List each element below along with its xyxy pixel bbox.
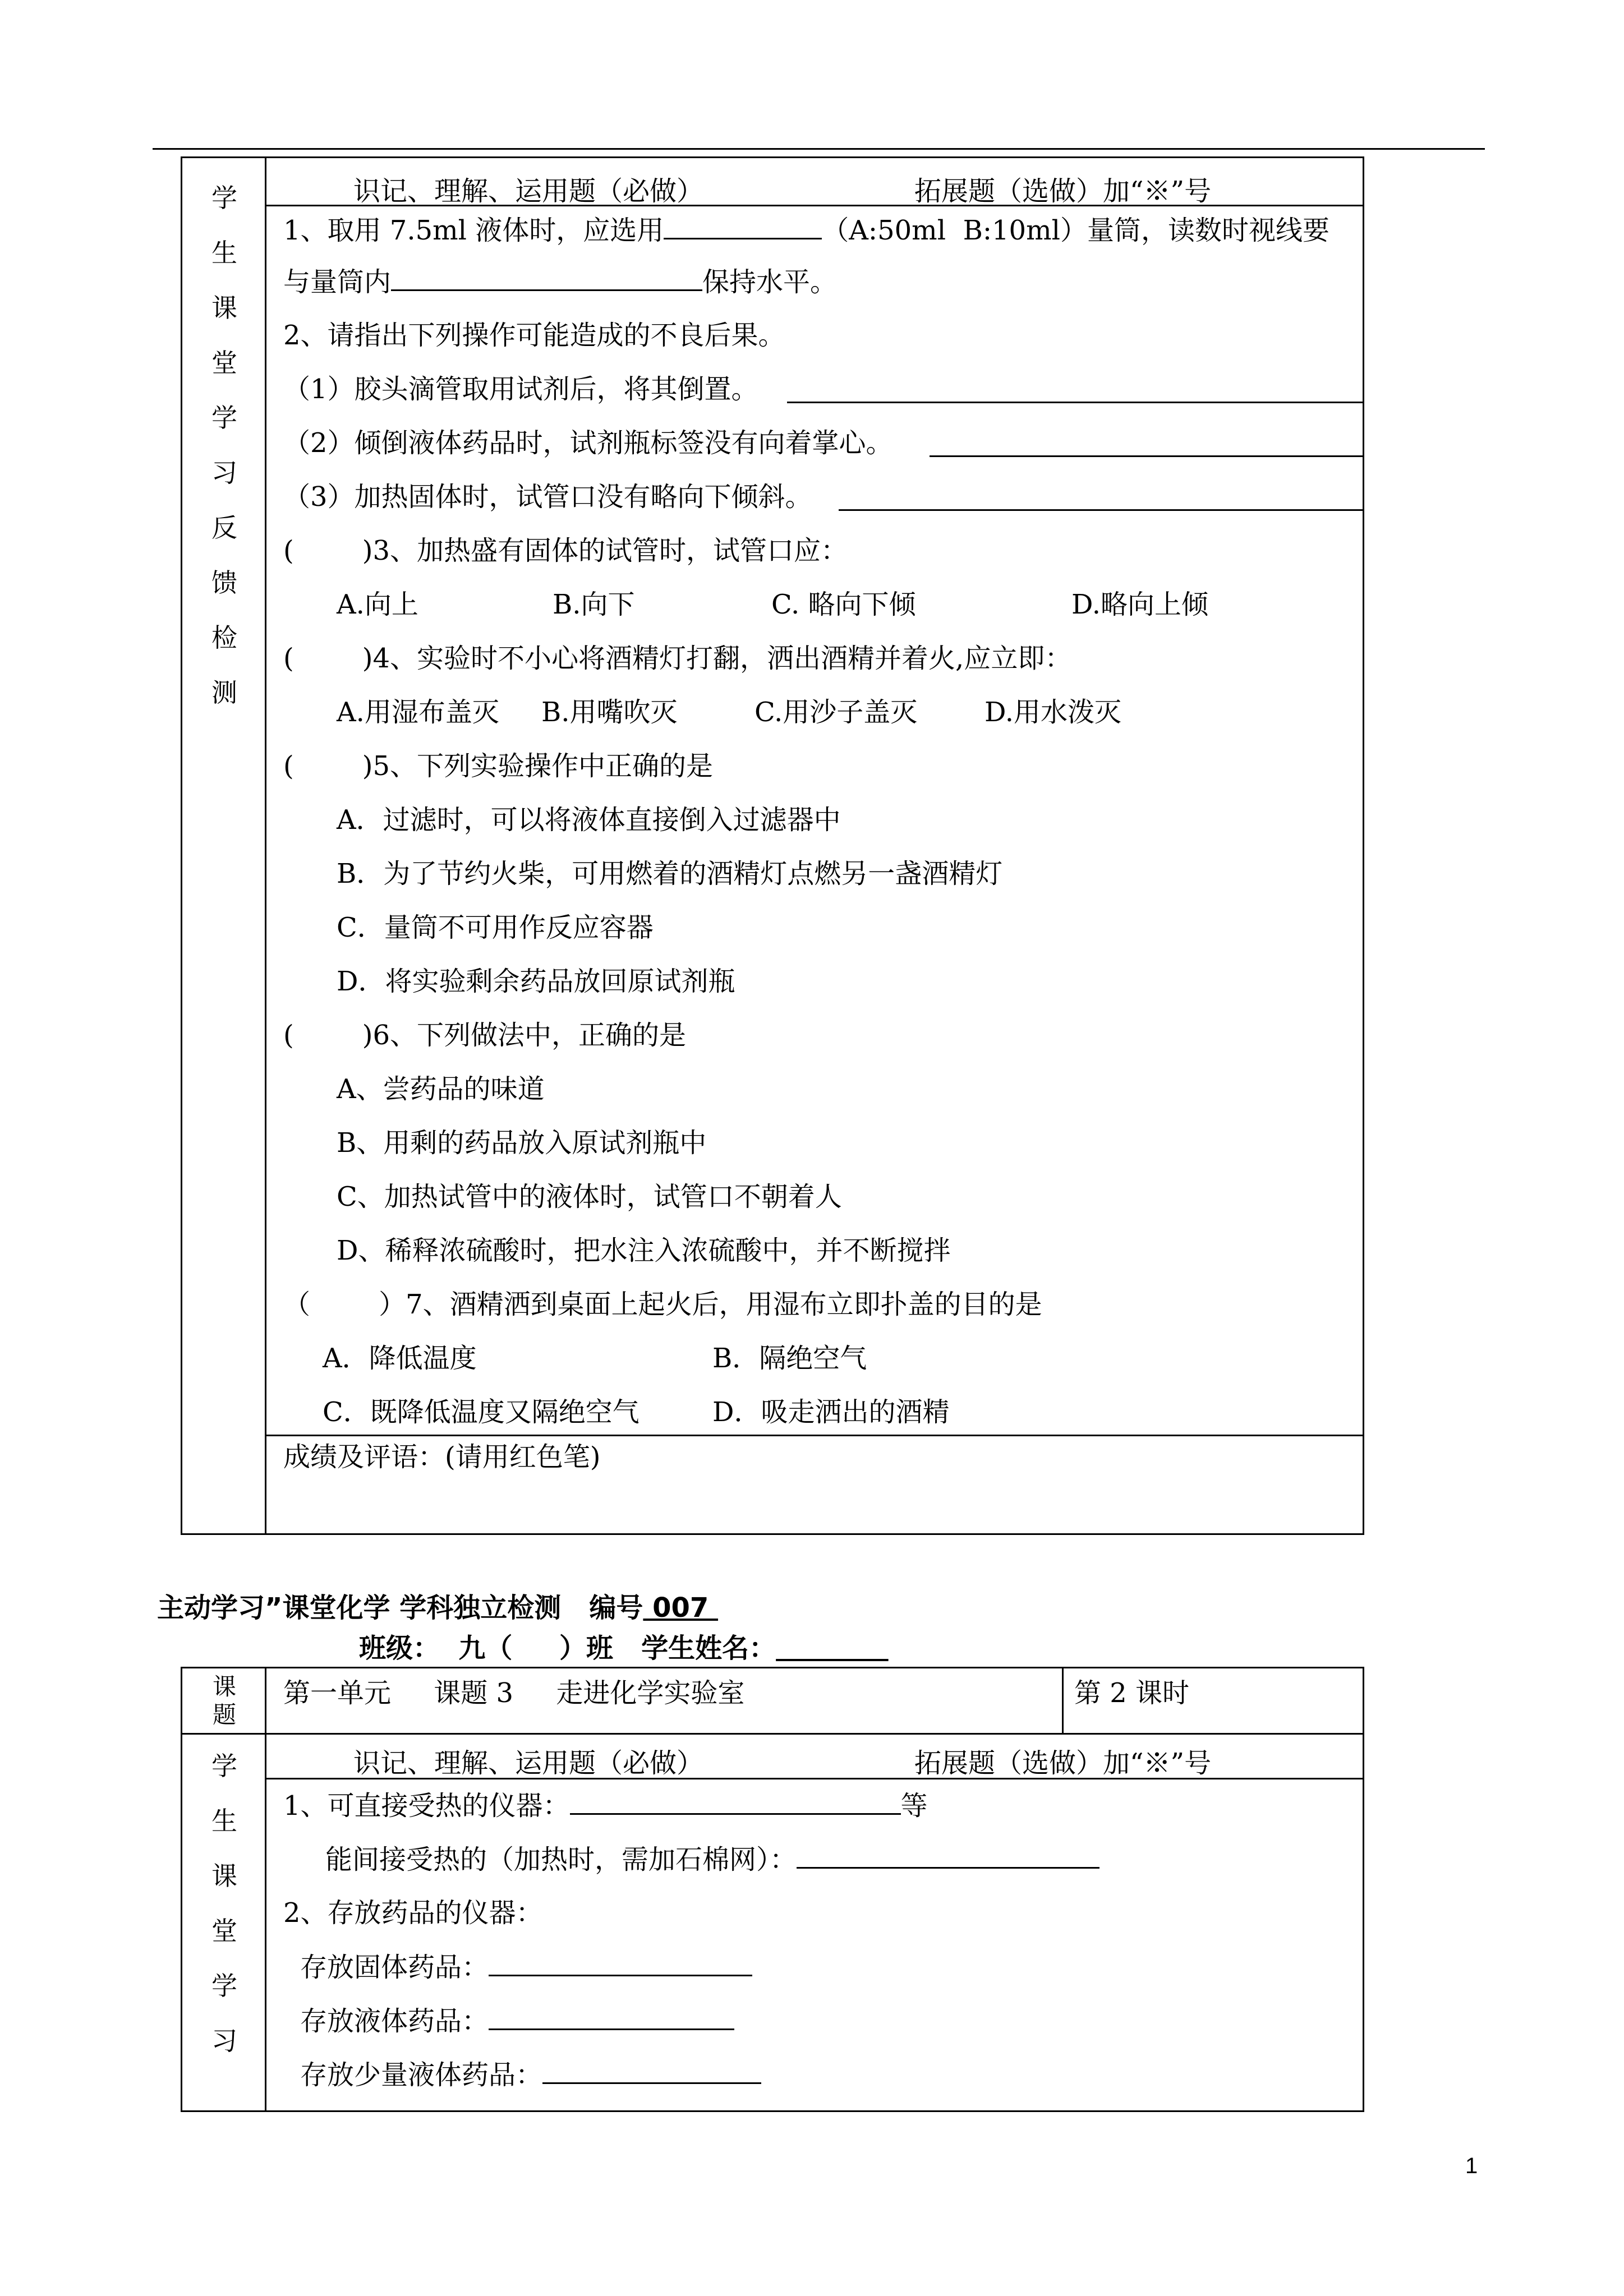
page-number: 1: [1465, 2154, 1478, 2178]
answer-blank[interactable]: [839, 509, 1363, 511]
answer-blank[interactable]: [489, 1950, 752, 1976]
q6-stem: ( )6、下列做法中，正确的是: [283, 1020, 687, 1051]
header-optional: 拓展题（选做）加“※”号: [914, 176, 1212, 207]
q1-line1: 1、取用 7.5ml 液体时，应选用 （A:50ml B:10ml）量筒，读数时视线要: [283, 213, 1329, 247]
side-char: 堂: [211, 348, 237, 378]
student-name-blank[interactable]: [776, 1633, 889, 1664]
worksheet-number: 007: [643, 1592, 719, 1624]
lesson-text: 第 2 课时: [1074, 1677, 1190, 1709]
q7-option[interactable]: C．既降低温度又隔绝空气: [323, 1396, 640, 1428]
q2-item: （3）加热固体时，试管口没有略向下倾斜。: [283, 481, 812, 513]
q2-item: （1）胶头滴管取用试剂后，将其倒置。: [283, 374, 758, 405]
q2-item: 存放少量液体药品：: [300, 2058, 761, 2092]
side-char: 习: [211, 458, 237, 488]
q5-stem: ( )5、下列实验操作中正确的是: [283, 750, 714, 782]
q1-line2: 与量筒内 保持水平。: [283, 265, 837, 299]
q5-option[interactable]: D．将实验剩余药品放回原试剂瓶: [337, 966, 735, 997]
q3-option[interactable]: D.略向上倾: [1071, 589, 1209, 620]
q7-option[interactable]: D．吸走洒出的酒精: [712, 1396, 950, 1428]
lesson-divider: [1062, 1668, 1064, 1735]
q4-stem: ( )4、实验时不小心将酒精灯打翻，洒出酒精并着火,应立即：: [283, 643, 1072, 674]
q4-option[interactable]: B.用嘴吹灭: [541, 697, 678, 728]
q5-option[interactable]: A．过滤时，可以将液体直接倒入过滤器中: [337, 804, 841, 836]
worksheet-title: 主动学习”课堂化学 学科独立检测 编号 007: [157, 1592, 719, 1624]
q3-option[interactable]: C. 略向下倾: [771, 589, 916, 620]
side-char: 生: [211, 1806, 237, 1836]
table-header-row: [266, 1735, 1363, 1779]
q1-line-a: 1、可直接受热的仪器： 等: [283, 1788, 928, 1823]
q2-stem: 2、存放药品的仪器：: [283, 1897, 543, 1929]
side-label-cell: [182, 158, 266, 1533]
q2-item: 存放固体药品：: [300, 1950, 752, 1984]
answer-blank[interactable]: [664, 213, 822, 239]
topic-char: 题: [212, 1701, 236, 1728]
feedback-table: [181, 156, 1364, 1535]
q4-option[interactable]: C.用沙子盖灭: [755, 697, 918, 728]
side-char: 馈: [211, 568, 237, 598]
header-optional: 拓展题（选做）加“※”号: [914, 1748, 1212, 1779]
answer-blank[interactable]: [930, 455, 1363, 457]
answer-blank[interactable]: [391, 265, 702, 291]
side-char: 学: [211, 403, 237, 433]
header-rule: [153, 148, 1485, 150]
side-char: 学: [211, 183, 237, 213]
q7-option[interactable]: A．降低温度: [323, 1343, 477, 1374]
q7-option[interactable]: B．隔绝空气: [712, 1343, 867, 1374]
class-student-line: 班级： 九（ ）班 学生姓名：: [359, 1626, 889, 1665]
topic-char: 课: [212, 1673, 236, 1700]
q3-option[interactable]: A.向上: [337, 589, 418, 620]
q4-option[interactable]: D.用水泼灭: [984, 697, 1122, 728]
side-char: 学: [211, 1971, 237, 2001]
answer-blank[interactable]: [489, 2004, 734, 2030]
topic-text: 第一单元 课题 3 走进化学实验室: [283, 1677, 745, 1709]
header-required: 识记、理解、运用题（必做）: [353, 176, 704, 207]
side-char: 检: [211, 623, 237, 653]
topic-label: [182, 1673, 266, 1729]
q5-option[interactable]: B．为了节约火柴，可用燃着的酒精灯点燃另一盏酒精灯: [337, 858, 1003, 889]
side-label: [182, 1739, 266, 2068]
study-table: [181, 1667, 1364, 2112]
side-char: 课: [211, 293, 237, 323]
score-comment-label: 成绩及评语：(请用红色笔): [283, 1441, 601, 1473]
answer-blank[interactable]: [570, 1788, 901, 1815]
q6-option[interactable]: A、尝药品的味道: [337, 1073, 545, 1105]
q6-option[interactable]: D、稀释浓硫酸时，把水注入浓硫酸中，并不断搅拌: [337, 1235, 951, 1266]
side-char: 课: [211, 1861, 237, 1891]
q5-option[interactable]: C．量筒不可用作反应容器: [337, 912, 654, 943]
answer-blank[interactable]: [542, 2058, 761, 2084]
q2-item: （2）倾倒液体药品时，试剂瓶标签没有向着掌心。: [283, 427, 893, 459]
q2-stem: 2、请指出下列操作可能造成的不良后果。: [283, 320, 785, 351]
q3-option[interactable]: B.向下: [553, 589, 635, 620]
score-row-divider: [266, 1435, 1363, 1436]
q3-stem: ( )3、加热盛有固体的试管时，试管口应：: [283, 535, 848, 566]
answer-blank[interactable]: [797, 1842, 1099, 1869]
q6-option[interactable]: B、用剩的药品放入原试剂瓶中: [337, 1127, 707, 1159]
q6-option[interactable]: C、加热试管中的液体时，试管口不朝着人: [337, 1181, 842, 1212]
side-char: 堂: [211, 1916, 237, 1946]
q1-line-b: 能间接受热的（加热时，需加石棉网）：: [325, 1842, 1099, 1877]
table-header-row: [266, 158, 1363, 206]
side-char: 学: [211, 1751, 237, 1781]
q4-option[interactable]: A.用湿布盖灭: [337, 697, 499, 728]
side-char: 习: [211, 2026, 237, 2056]
side-char: 反: [211, 513, 237, 543]
q2-item: 存放液体药品：: [300, 2004, 734, 2038]
side-label-cell: [182, 1668, 266, 2110]
answer-blank[interactable]: [787, 402, 1363, 403]
side-char: 测: [211, 677, 237, 708]
side-char: 生: [211, 238, 237, 268]
header-required: 识记、理解、运用题（必做）: [353, 1748, 704, 1779]
q7-stem: （ ）7、酒精洒到桌面上起火后，用湿布立即扑盖的目的是: [283, 1289, 1042, 1320]
side-label: [182, 170, 266, 720]
